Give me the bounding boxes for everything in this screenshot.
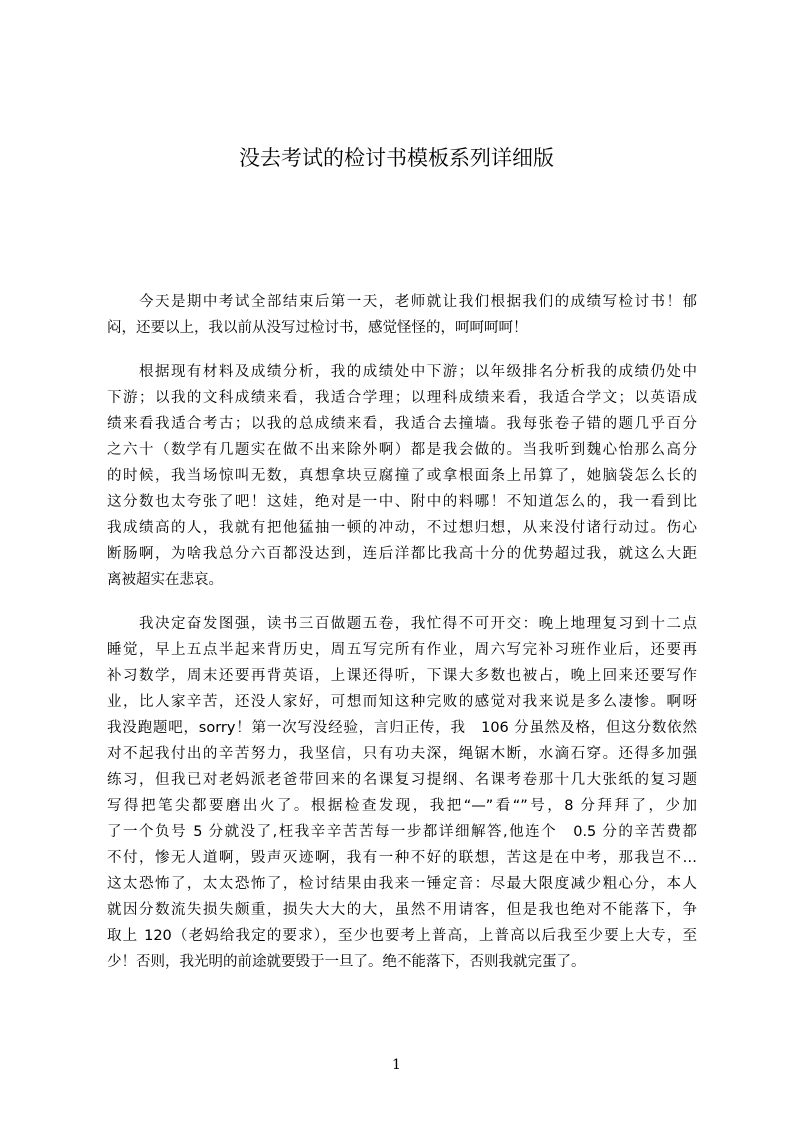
text-line: 补习数学，周末还要再背英语，上课还得听，下课大多数也被占，晚上回来还要写作 xyxy=(107,668,697,684)
text-line: 睡觉，早上五点半起来背历史，周五写完所有作业，周六写完补习班作业后，还要再 xyxy=(107,642,697,658)
text-line: 闷，还要以上，我以前从没写过检讨书，感觉怪怪的，呵呵呵呵！ xyxy=(107,320,528,336)
text-line: 我没跑题吧，sorry！第一次写没经验，言归正传，我 106 分虽然及格，但这分数依然 xyxy=(107,720,697,736)
paragraph-3 xyxy=(107,611,697,975)
text-line: 了一个负号 5 分就没了,枉我辛辛苦苦每一步都详细解答,他连个 0.5 分的辛苦费都 xyxy=(107,824,697,840)
text-line: 这太恐怖了，太太恐怖了，检讨结果由我来一锤定音：尽最大限度减少粗心分，本人 xyxy=(107,876,697,892)
text-line: 就因分数流失损失颇重，损失大大的大，虽然不用请客，但是我也绝对不能落下，争 xyxy=(107,902,697,918)
paragraph-2 xyxy=(107,359,697,593)
paragraph-1 xyxy=(107,289,697,341)
text-line: 根据现有材料及成绩分析，我的成绩处中下游；以年级排名分析我的成绩仍处中 xyxy=(107,364,697,380)
document-title: 没去考试的检讨书模板系列详细版 xyxy=(239,146,554,170)
text-line: 绩来看我适合考古；以我的总成绩来看，我适合去撞墙。我每张卷子错的题几乎百分 xyxy=(107,416,697,432)
text-line: 对不起我付出的辛苦努力，我坚信，只有功夫深，绳锯木断，水滴石穿。还得多加强 xyxy=(107,746,697,762)
text-line: 这分数也太夸张了吧！这娃，绝对是一中、附中的料哪！不知道怎么的，我一看到比 xyxy=(107,494,697,510)
page-number: 1 xyxy=(392,1057,401,1073)
text-line: 少！否则，我光明的前途就要毁于一旦了。绝不能落下，否则我就完蛋了。 xyxy=(107,954,586,970)
text-line: 不付，惨无人道啊，毁声灭迹啊，我有一种不好的联想，苦这是在中考，那我岂不… xyxy=(107,850,697,866)
document-body xyxy=(107,289,697,993)
text-line: 今天是期中考试全部结束后第一天，老师就让我们根据我们的成绩写检讨书！郁 xyxy=(107,294,697,310)
text-line: 写得把笔尖都要磨出火了。根据检查发现，我把“—”看“”号，8 分拜拜了，少加 xyxy=(107,798,697,814)
text-line: 离被超实在悲哀。 xyxy=(107,572,223,588)
text-line: 的时候，我当场惊叫无数，真想拿块豆腐撞了或拿根面条上吊算了，她脑袋怎么长的 xyxy=(107,468,697,484)
text-line: 下游；以我的文科成绩来看，我适合学理；以理科成绩来看，我适合学文；以英语成 xyxy=(107,390,697,406)
text-line: 之六十（数学有几题实在做不出来除外啊）都是我会做的。当我听到魏心怡那么高分 xyxy=(107,442,697,458)
text-line: 我成绩高的人，我就有把他猛抽一顿的冲动，不过想归想，从来没付诸行动过。伤心 xyxy=(107,520,697,536)
text-line: 取上 120（老妈给我定的要求），至少也要考上普高，上普高以后我至少要上大专，至 xyxy=(107,928,697,944)
text-line: 我决定奋发图强，读书三百做题五卷，我忙得不可开交：晚上地理复习到十二点 xyxy=(107,616,697,632)
text-line: 业，比人家辛苦，还没人家好，可想而知这种完败的感觉对我来说是多么凄惨。啊呀 xyxy=(107,694,697,710)
text-line: 断肠啊，为啥我总分六百都没达到，连后洋都比我高十分的优势超过我，就这么大距 xyxy=(107,546,697,562)
text-line: 练习，但我已对老妈派老爸带回来的名课复习提纲、名课考卷那十几大张纸的复习题 xyxy=(107,772,697,788)
